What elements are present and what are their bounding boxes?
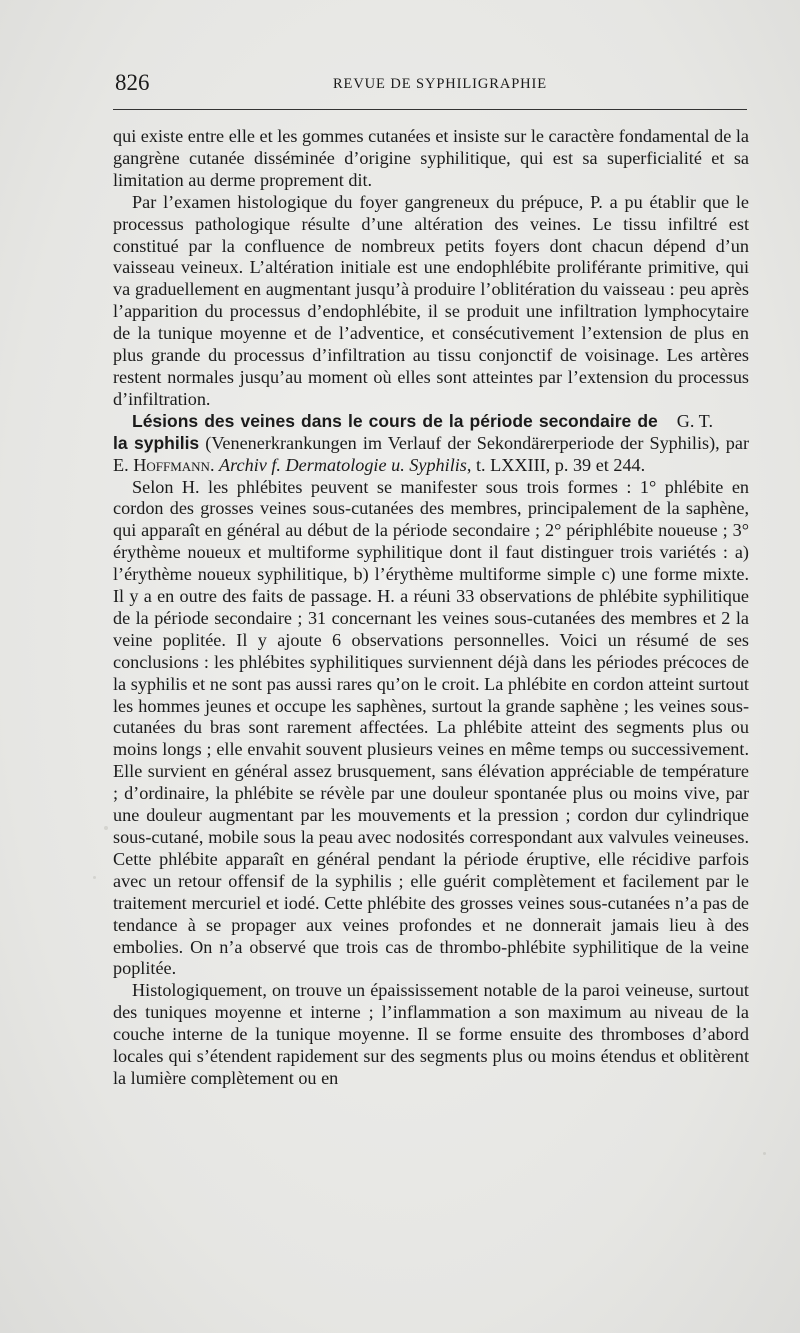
body-text — [113, 126, 749, 1090]
article-reference-part2: . — [209, 454, 220, 475]
paragraph-histology-text: Par l’examen histologique du foyer gangreneux du prépuce, P. a pu établir que le processus pathologique résulte d’une altération des veines. Le tissu infiltré est constitué par la confluence de nombreux petits foyers dont chacun dépend d’un vaisseau veineux. L’altération initiale est une endophlébite proliférante primitive, qui va graduellement en augmentant jusqu’à produire l’oblitération du vaisseau : peu après l’apparition du processus d’endophlébite, il se produit une infiltration lymphocytaire de la tunique moyenne et de l’adventice, et consécutivement l’extension de plus en plus grande du processus d’infiltration au tissu conjonctif de voisinage. Les artères restent normales jusqu’au moment où elles sont atteintes par l’extension du processus d’infiltration. — [113, 191, 749, 409]
article-journal: Archiv f. Dermatologie u. Syphilis — [219, 454, 467, 475]
header-rule — [113, 109, 747, 110]
paragraph-summary: Selon H. les phlébites peuvent se manifester sous trois formes : 1° phlébite en cordon des grosses veines sous-cutanées des membres, principalement de la saphène, qui apparaît en général au début de la période secondaire ; 2° périphlébite noueuse ; 3° érythème noueux et multiforme syphilitique dont il faut distinguer trois variétés : a) l’érythème noueux syphilitique, b) l’érythème multiforme simple c) une forme mixte. Il y a en outre des faits de passage. H. a réuni 33 observations de phlébite syphilitique de la période secondaire ; 31 concernant les veines sous-cutanées des membres et 2 la veine poplitée. Il y ajoute 6 observations personnelles. Voici un résumé de ses conclusions : les phlébites syphilitiques surviennent déjà dans les périodes précoces de la syphilis et ne sont pas aussi rares qu’on le croit. La phlébite en cordon atteint surtout les hommes jeunes et occupe les saphènes, surtout la grande saphène ; les veines sous-cutanées du bras sont rarement affectées. La phlébite atteint des segments plus ou moins longs ; elle envahit souvent plusieurs veines en même temps ou successivement. Elle survient en général assez brusquement, sans élévation appréciable de température ; d’ordinaire, la phlébite se révèle par une douleur spontanée plus ou moins vive, par une douleur augmentant par les mouvements et la pression ; cordon dur cylindrique sous-cutané, mobile sous la peau avec nodosités correspondant aux valvules veineuses. Cette phlébite apparaît en général pendant la période éruptive, elle récidive parfois avec un retour offensif de la syphilis ; elle guérit complètement et facilement par le traitement mercuriel et iodé. Cette phlébite des grosses veines sous-cutanées n’a pas de tendance à se propager aux veines profondes et ne donnerait jamais lieu à des embolies. On n’a observé que trois cas de thrombo-phlébite syphilitique de la veine poplitée. — [113, 476, 749, 979]
page-number: 826 — [115, 70, 150, 95]
paper-spot — [763, 1152, 766, 1155]
paragraph-continuation: qui existe entre elle et les gommes cutanées et insiste sur le caractère fondamental de la gangrène cutanée disséminée d’origine syphilitique, qui est sa superficialité et sa limitation au derme proprement dit. — [113, 126, 749, 190]
article-reference-part3: , t. LXXIII, p. 39 et 244. — [466, 454, 646, 475]
paragraph-histology: Par l’examen histologique du foyer gangreneux du prépuce, P. a pu établir que le processus pathologique résulte d’une altération des veines. Le tissu infiltré est constitué par la confluence de nombreux petits foyers dont chacun dépend d’un vaisseau veineux. L’altération initiale est une endophlébite proliférante primitive, qui va graduellement en augmentant jusqu’à produire l’oblitération du vaisseau : peu après l’apparition du processus d’endophlébite, il se produit une infiltration lymphocytaire de la tunique moyenne et de l’adventice, et consécutivement l’extension de plus en plus grande du processus d’infiltration au tissu conjonctif de voisinage. Les artères restent normales jusqu’au moment où elles sont atteintes par l’extension du processus d’infiltration. G. T. — [113, 191, 749, 431]
running-title: REVUE DE SYPHILIGRAPHIE — [332, 76, 548, 92]
article-reference — [113, 411, 749, 477]
article-title: Lésions des veines dans le cours de la période secondaire de la syphilis — [113, 410, 658, 453]
article-author: Hoffmann — [133, 454, 210, 475]
article-reference-part1: (Venenerkrankungen im Verlauf der Sekondärerperiode der Syphilis), par E. — [113, 432, 750, 475]
paper-spot — [104, 826, 108, 830]
paragraph-histologiquement: Histologiquement, on trouve un épaississement notable de la paroi veineuse, surtout des tuniques moyenne et interne ; l’inflammation a son maximum au niveau de la couche interne de la tunique moyenne. Il se forme ensuite des thromboses d’abord locales qui s’étendent rapidement sur des segments plus ou moins étendus et oblitèrent la lumière complètement ou en — [113, 980, 749, 1088]
page-header — [113, 68, 747, 108]
paper-spot — [93, 876, 96, 879]
